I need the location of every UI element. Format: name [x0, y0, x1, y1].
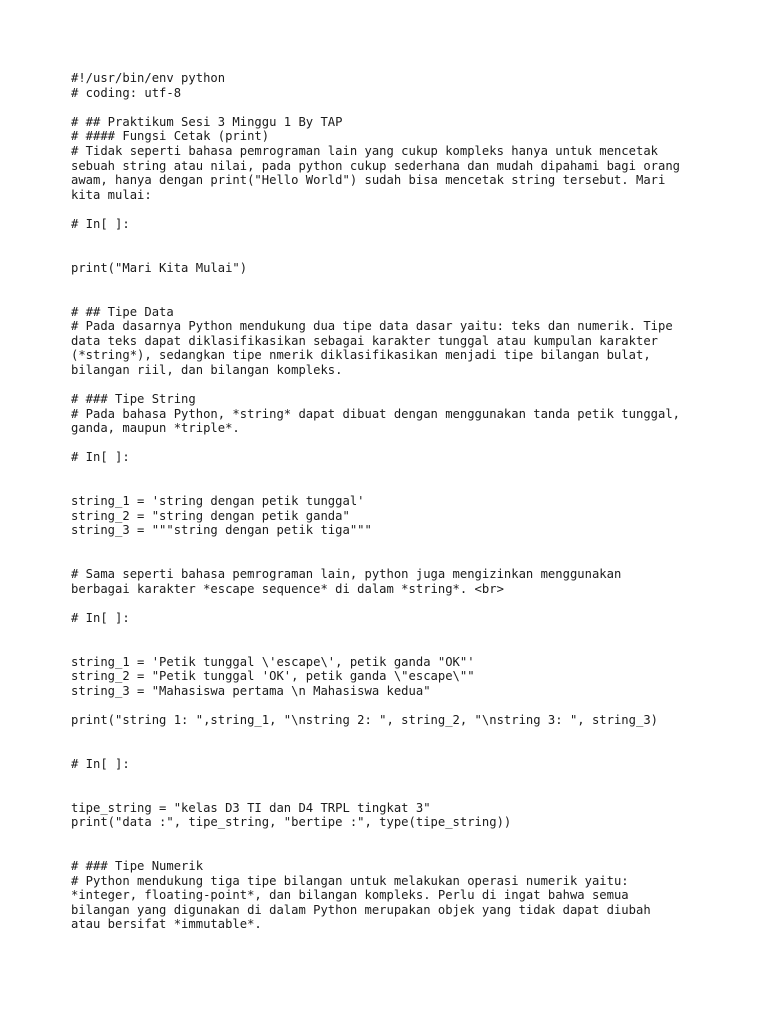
text-line: string_1 = 'string dengan petik tunggal' — [71, 494, 365, 509]
text-line: # ## Praktikum Sesi 3 Minggu 1 By TAP — [71, 114, 343, 129]
text-line: # In[ ]: — [71, 756, 130, 771]
blank-line — [71, 246, 711, 261]
blank-line — [71, 100, 711, 115]
blank-line — [71, 742, 711, 757]
text-line: string_3 = "Mahasiswa pertama \n Mahasiswa kedua" — [71, 683, 431, 698]
blank-line — [71, 538, 711, 553]
blank-line — [71, 772, 711, 787]
text-line: # ## Tipe Data — [71, 304, 174, 319]
text-line: # coding: utf-8 — [71, 85, 182, 100]
blank-line — [71, 699, 711, 714]
text-line: print("data :", tipe_string, "bertipe :", type(tipe_string)) — [71, 815, 512, 830]
text-line: sebuah string atau nilai, pada python cukup sederhana dan mudah dipahami bagi orang — [71, 158, 681, 173]
text-line: # #### Fungsi Cetak (print) — [71, 129, 270, 144]
blank-line — [71, 553, 711, 568]
text-line: bilangan yang digunakan di dalam Python merupakan objek yang tidak dapat diubah — [71, 902, 651, 917]
text-line: print("string 1: ",string_1, "\nstring 2: ", string_2, "\nstring 3: ", string_3) — [71, 713, 658, 728]
text-line: string_2 = "string dengan petik ganda" — [71, 508, 350, 523]
blank-line — [71, 844, 711, 859]
text-line: # In[ ]: — [71, 450, 130, 465]
text-line: #!/usr/bin/env python — [71, 71, 226, 85]
blank-line — [71, 786, 711, 801]
text-line: # Pada bahasa Python, *string* dapat dibuat dengan menggunakan tanda petik tunggal, — [71, 406, 681, 421]
text-line: # Python mendukung tiga tipe bilangan untuk melakukan operasi numerik yaitu: — [71, 873, 629, 888]
text-line: berbagai karakter *escape sequence* di dalam *string*. <br> — [71, 581, 504, 596]
blank-line — [71, 377, 711, 392]
blank-line — [71, 232, 711, 247]
text-line: awam, hanya dengan print("Hello World") sudah bisa mencetak string tersebut. Mari — [71, 173, 666, 188]
text-line: # Tidak seperti bahasa pemrograman lain yang cukup kompleks hanya untuk mencetak — [71, 143, 658, 158]
text-line: bilangan riil, dan bilangan kompleks. — [71, 362, 343, 377]
text-line: # Pada dasarnya Python mendukung dua tipe data dasar yaitu: teks dan numerik. Tipe — [71, 319, 673, 334]
text-line: ganda, maupun *triple*. — [71, 421, 240, 436]
document-text — [71, 71, 711, 932]
text-line: print("Mari Kita Mulai") — [71, 260, 248, 275]
blank-line — [71, 626, 711, 641]
blank-line — [71, 202, 711, 217]
text-line: string_3 = """string dengan petik tiga""" — [71, 523, 372, 538]
blank-line — [71, 640, 711, 655]
text-line: # ### Tipe Numerik — [71, 859, 204, 874]
text-line: string_2 = "Petik tunggal 'OK', petik ganda \"escape\"" — [71, 669, 475, 684]
blank-line — [71, 728, 711, 743]
text-line: # ### Tipe String — [71, 392, 196, 407]
blank-line — [71, 290, 711, 305]
blank-line — [71, 830, 711, 845]
text-line: string_1 = 'Petik tunggal \'escape\', petik ganda "OK"' — [71, 654, 475, 669]
blank-line — [71, 436, 711, 451]
text-line: # In[ ]: — [71, 610, 130, 625]
text-line: # Sama seperti bahasa pemrograman lain, python juga mengizinkan menggunakan — [71, 567, 622, 582]
text-line: data teks dapat diklasifikasikan sebagai karakter tunggal atau kumpulan karakter — [71, 333, 658, 348]
text-line: (*string*), sedangkan tipe nmerik diklasifikasikan menjadi tipe bilangan bulat, — [71, 348, 651, 363]
blank-line — [71, 596, 711, 611]
blank-line — [71, 275, 711, 290]
text-line: # In[ ]: — [71, 216, 130, 231]
text-line: *integer, floating-point*, dan bilangan kompleks. Perlu di ingat bahwa semua — [71, 888, 629, 903]
text-line: kita mulai: — [71, 187, 152, 202]
text-line: tipe_string = "kelas D3 TI dan D4 TRPL tingkat 3" — [71, 800, 431, 815]
blank-line — [71, 465, 711, 480]
blank-line — [71, 480, 711, 495]
text-line: atau bersifat *immutable*. — [71, 917, 262, 932]
